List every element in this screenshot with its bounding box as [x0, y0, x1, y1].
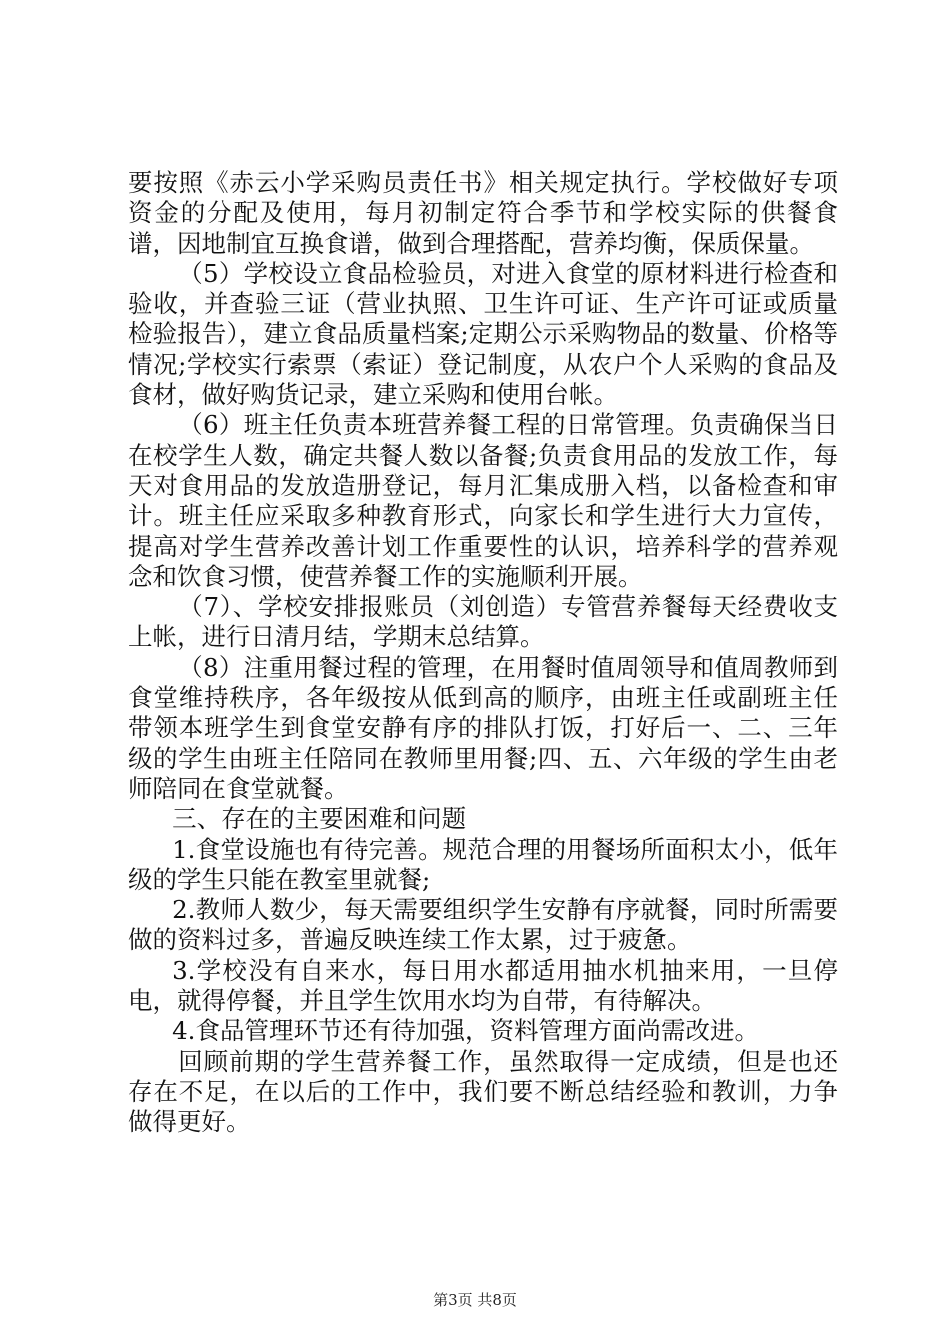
- paragraph-item-5: （5）学校设立食品检验员，对进入食堂的原材料进行检查和验收，并查验三证（营业执照、卫生许可证、生产许可证或质量检验报告），建立食品质量档案;定期公示采购物品的数量、价格等情况;学校实行索票（索证）登记制度，从农户个人采购的食品及食材，做好购货记录，建立采购和使用台帐。: [128, 258, 838, 410]
- paragraph-procurement-continuation: 要按照《赤云小学采购员责任书》相关规定执行。学校做好专项资金的分配及使用，每月初制定符合季节和学校实际的供餐食谱，因地制宜互换食谱，做到合理搭配，营养均衡，保质保量。: [128, 168, 838, 258]
- document-body: [128, 168, 838, 1138]
- paragraph-problem-1: 1.食堂设施也有待完善。规范合理的用餐场所面积太小，低年级的学生只能在教室里就餐;: [128, 834, 838, 894]
- paragraph-item-7: （7）、学校安排报账员（刘创造）专管营养餐每天经费收支上帐，进行日清月结，学期末总结算。: [128, 592, 838, 652]
- paragraph-problem-4: 4.食品管理环节还有待加强，资料管理方面尚需改进。: [172, 1016, 759, 1046]
- paragraph-problem-3: 3.学校没有自来水，每日用水都适用抽水机抽来用，一旦停电，就得停餐，并且学生饮用水均为自带，有待解决。: [128, 955, 838, 1016]
- paragraph-item-8: （8）注重用餐过程的管理，在用餐时值周领导和值周教师到食堂维持秩序，各年级按从低到高的顺序，由班主任或副班主任带领本班学生到食堂安静有序的排队打饭，打好后一、二、三年级的学生由班主任陪同在教师里用餐;四、五、六年级的学生由老师陪同在食堂就餐。: [128, 652, 838, 803]
- paragraph-conclusion: 回顾前期的学生营养餐工作，虽然取得一定成绩，但是也还存在不足，在以后的工作中，我们要不断总结经验和教训，力争做得更好。: [128, 1046, 838, 1137]
- section-heading-difficulties: 三、存在的主要困难和问题: [172, 804, 467, 834]
- page-number-footer: 第3页 共8页: [433, 1291, 517, 1309]
- paragraph-problem-2: 2.教师人数少，每天需要组织学生安静有序就餐，同时所需要做的资料过多，普遍反映连续工作太累，过于疲惫。: [128, 895, 838, 955]
- paragraph-item-6: （6）班主任负责本班营养餐工程的日常管理。负责确保当日在校学生人数，确定共餐人数以备餐;负责食用品的发放工作，每天对食用品的发放造册登记，每月汇集成册入档，以备检查和审计。班主任应采取多种教育形式，向家长和学生进行大力宣传，提高对学生营养改善计划工作重要性的认识，培养科学的营养观念和饮食习惯，使营养餐工作的实施顺利开展。: [128, 410, 838, 591]
